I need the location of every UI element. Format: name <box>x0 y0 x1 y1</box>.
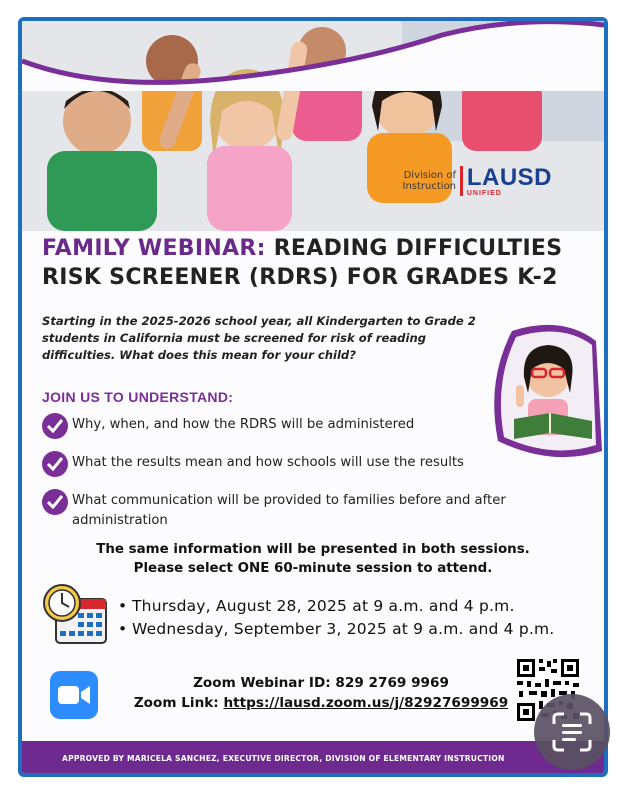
zoom-video-icon <box>50 671 98 719</box>
check-icon <box>42 413 68 439</box>
session-note-line2: Please select ONE 60-minute session to attend. <box>133 561 493 576</box>
list-item <box>118 595 608 618</box>
bullet-list <box>42 413 542 531</box>
flyer <box>18 17 608 777</box>
session-date: Thursday, August 28, 2025 at 9 a.m. and 4 p.m. <box>132 597 515 615</box>
lausd-unified: UNIFIED <box>466 189 502 197</box>
lausd-logo <box>402 163 552 199</box>
lausd-brand: LAUSD <box>466 163 552 191</box>
list-item <box>42 451 542 477</box>
scan-text-button[interactable] <box>534 694 610 770</box>
join-us-heading: JOIN US TO UNDERSTAND: <box>42 389 234 405</box>
page-title <box>42 234 582 292</box>
session-date: Wednesday, September 3, 2025 at 9 a.m. and 4 p.m. <box>132 620 555 638</box>
session-note-line1: The same information will be presented in both sessions. <box>96 542 530 557</box>
zoom-link[interactable]: https://lausd.zoom.us/j/82927699969 <box>223 695 509 711</box>
title-line1-rest: READING DIFFICULTIES <box>273 236 563 261</box>
logo-divider <box>460 166 463 196</box>
hero-wave-divider <box>22 21 604 91</box>
list-item <box>42 489 542 531</box>
list-item <box>42 413 542 439</box>
bullet-text: What the results mean and how schools will use the results <box>72 455 464 470</box>
scan-text-icon <box>552 712 592 752</box>
division-of-instruction-label: Division of Instruction <box>402 170 457 192</box>
intro-paragraph: Starting in the 2025-2026 school year, all Kindergarten to Grade 2 students in California must be screened for risk of reading difficulties. What does this mean for your child? <box>42 314 476 362</box>
title-line2: RISK SCREENER (RDRS) FOR GRADES K-2 <box>42 265 558 290</box>
session-note <box>22 540 604 578</box>
check-icon <box>42 489 68 515</box>
clock-calendar-icon <box>42 581 108 647</box>
title-accent: FAMILY WEBINAR: <box>42 236 266 261</box>
list-item <box>118 618 608 641</box>
bullet-text: What communication will be provided to families before and after administration <box>72 493 506 528</box>
session-list <box>118 595 608 641</box>
bullet-dot: • <box>118 597 128 615</box>
lausd-wordmark <box>466 163 552 197</box>
zoom-link-line: Zoom Link: https://lausd.zoom.us/j/82927699969 <box>133 695 509 711</box>
bullet-text: Why, when, and how the RDRS will be administered <box>72 417 415 432</box>
bullet-dot: • <box>118 620 128 638</box>
zoom-details <box>106 673 536 713</box>
check-icon <box>42 451 68 477</box>
zoom-webinar-id: Zoom Webinar ID: 829 2769 9969 <box>193 675 449 691</box>
footer-approval: APPROVED BY MARICELA SANCHEZ, EXECUTIVE DIRECTOR, DIVISION OF ELEMENTARY INSTRUCTION <box>22 741 604 777</box>
hero-photo <box>22 21 604 231</box>
